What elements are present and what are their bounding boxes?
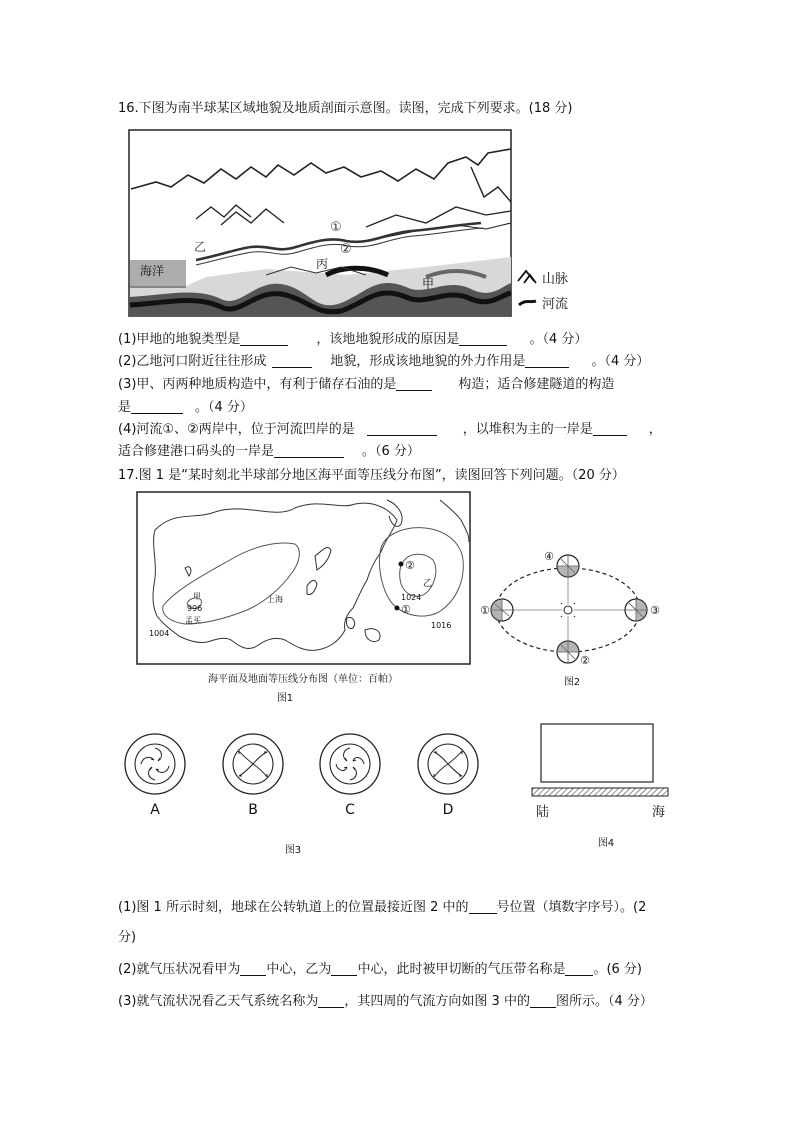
fig1-isobar-map [135,490,475,705]
legend-mountain: 山脉 [542,272,569,287]
answer-blank[interactable] [593,421,627,436]
fig1-label: 图1 [276,693,294,704]
answer-blank[interactable] [131,399,183,414]
label-bank-2: ② [340,242,352,257]
label-bank-1: ① [330,220,342,235]
earth-position-3 [625,599,647,621]
fig1-p1016: 1016 [431,621,452,630]
q17-sub1: (1)图 1 所示时刻，地球在公转轨道上的位置最接近图 2 中的 号位置（填数字序号）。(2 [118,900,647,915]
answer-blank[interactable] [530,993,556,1008]
fig2-label-2: ② [580,654,590,667]
q17-sub3: (3)就气流状况看乙天气系统名称为 ，其四周的气流方向如图 3 中的 图所示。（4 分） [118,994,653,1009]
answer-blank[interactable] [565,961,593,976]
airflow-diagram-c [320,734,380,818]
fig3-letter-a: A [150,802,160,818]
q16-line-1: (1)甲地的地貌类型是 ，该地地貌形成的原因是 。（4 分） [118,332,588,347]
answer-blank[interactable] [272,353,312,368]
answer-blank[interactable] [240,961,266,976]
fig4-land-sea-diagram [528,720,678,855]
answer-blank[interactable] [459,331,507,346]
q17-sub2: (2)就气压状况看甲为 中心，乙为 中心，此时被甲切断的气压带名称是 。(6 分) [118,962,643,977]
fig3-letter-c: C [345,802,355,818]
fig1-p1024: 1024 [401,593,422,602]
fig2-label-4: ④ [544,550,554,563]
fig3-letter-d: D [442,802,454,818]
fig4-land: 陆 [536,805,550,820]
answer-blank[interactable] [367,421,437,436]
fig3-letter-b: B [248,802,258,818]
fig1-city-mumbai: 孟买 [185,616,201,625]
fig1-marker-1: ① [401,603,411,616]
q16-line-6: 适合修建港口码头的一岸是 。（6 分） [118,444,420,459]
fig1-jia: 甲 [193,592,201,601]
airflow-diagram-a [125,734,185,818]
fig3-label: 图3 [284,845,302,856]
earth-position-4 [557,555,579,577]
q16-line-4: 是 。（4 分） [118,400,253,415]
answer-blank[interactable] [274,443,344,458]
q16-line-5: (4)河流①、②两岸中，位于河流凹岸的是 ，以堆积为主的一岸是 ， [118,422,662,437]
q17-sub1-cont: 分) [118,930,137,945]
fig4-sea: 海 [652,805,666,820]
river-legend-icon [519,301,536,305]
fig2-label: 图2 [563,677,581,688]
fig2-label-1: ① [480,604,490,617]
q16-line-3: (3)甲、丙两种地质构造中，有利于储存石油的是 构造；适合修建隧道的构造 [118,377,615,392]
q16-line-2: (2)乙地河口附近往往形成 地貌，形成该地地貌的外力作用是 。（4 分） [118,354,650,369]
earth-position-2 [557,641,579,663]
fig1-city-shanghai: 上海 [267,595,283,604]
answer-blank[interactable] [469,899,497,914]
mountain-legend-icon [518,271,536,283]
fig4-label: 图4 [597,838,615,849]
legend-river: 河流 [542,297,569,312]
fig3-airflow-diagrams [118,728,488,858]
fig1-marker-2: ② [405,559,415,572]
answer-blank[interactable] [331,961,357,976]
earth-position-1 [491,599,513,621]
fig2-orbit-diagram [478,540,678,690]
airflow-diagram-d [418,734,478,818]
fig1-yi: 乙 [423,579,433,589]
fig1-p996: 996 [187,604,203,613]
q16-title: 16.下图为南半球某区域地貌及地质剖面示意图。读图，完成下列要求。(18 分) [118,101,573,116]
label-ocean: 海洋 [140,264,165,278]
q17-title: 17.图 1 是“某时刻北半球部分地区海平面等压线分布图”，读图回答下列问题。（20 分） [118,468,625,483]
answer-blank[interactable] [318,993,344,1008]
fig2-label-3: ③ [650,604,660,617]
answer-blank[interactable] [396,376,432,391]
fig1-p1004: 1004 [149,629,170,638]
label-jia: 甲 [422,277,435,291]
label-yi: 乙 [194,240,207,254]
fig1-caption: 海平面及地面等压线分布图（单位：百帕） [208,674,398,685]
answer-blank[interactable] [525,353,569,368]
q16-profile-figure [126,127,626,322]
airflow-diagram-b [223,734,283,818]
label-bing: 丙 [316,257,329,271]
answer-blank[interactable] [240,331,288,346]
